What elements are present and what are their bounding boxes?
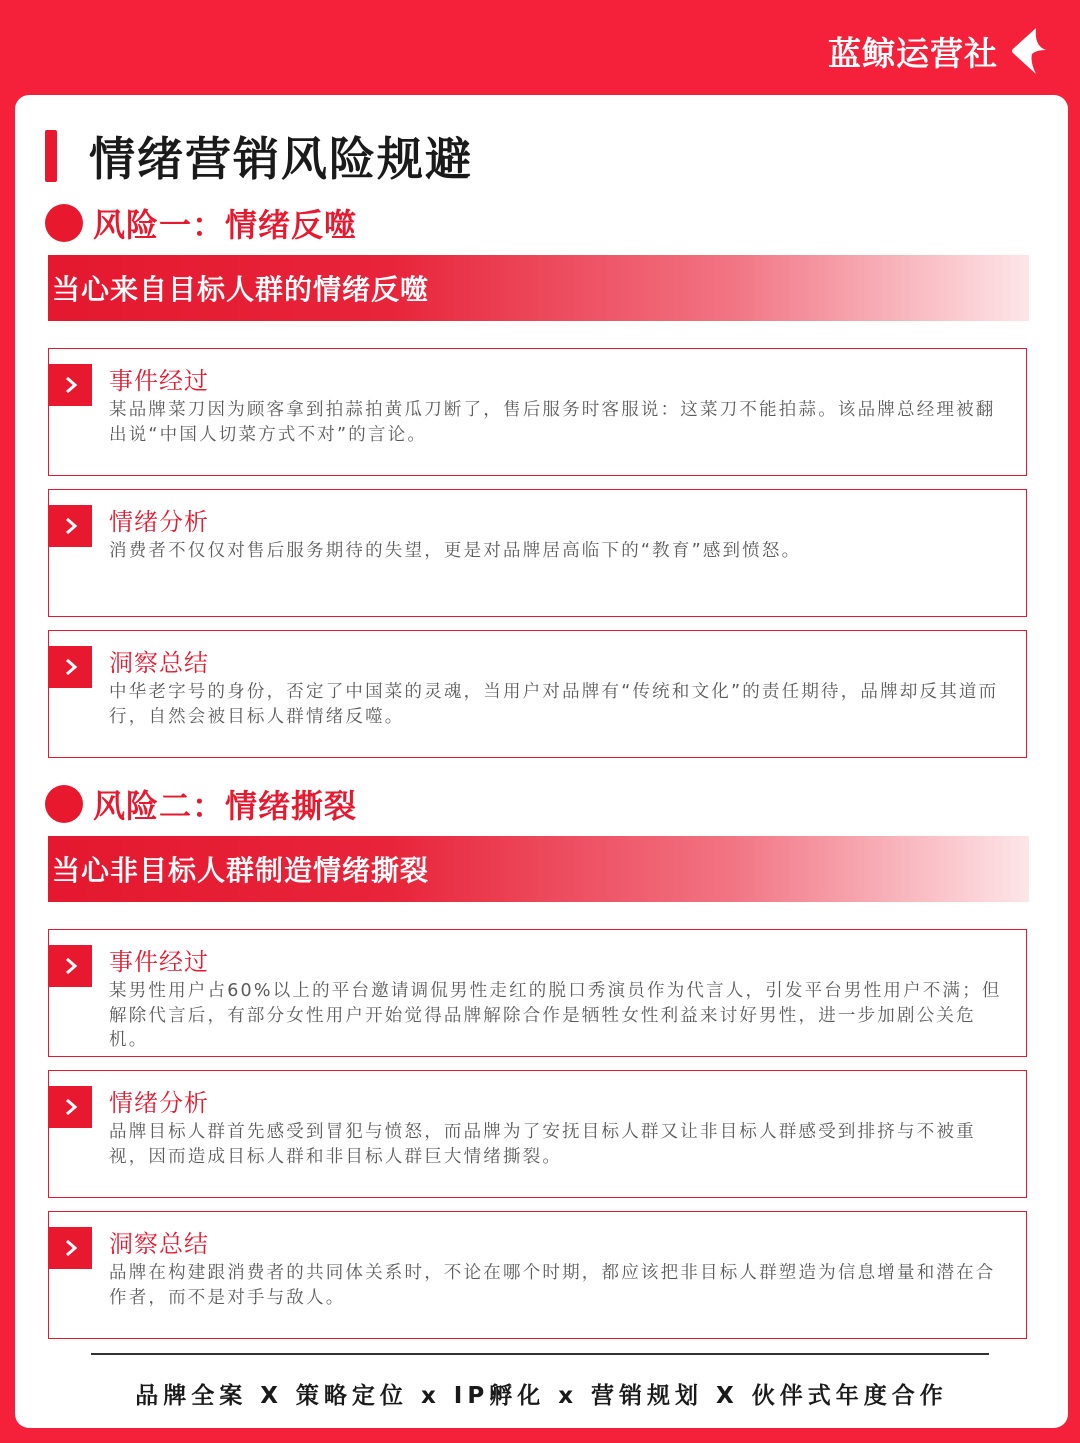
box-body: 品牌目标人群首先感受到冒犯与愤怒，而品牌为了安抚目标人群又让非目标人群感受到排挤与不被重视，因而造成目标人群和非目标人群巨大情绪撕裂。	[109, 1122, 976, 1167]
risk-heading-2	[45, 781, 357, 827]
risk-banner-1	[48, 255, 1029, 321]
info-box	[48, 1211, 1027, 1339]
box-body: 中华老字号的身份，否定了中国菜的灵魂，当用户对品牌有“传统和文化”的责任期待，品牌却反其道而行，自然会被目标人群情绪反噬。	[109, 682, 999, 727]
box-body: 消费者不仅仅对售后服务期待的失望，更是对品牌居高临下的“教育”感到愤怒。	[109, 541, 802, 561]
chevron-right-icon	[49, 1227, 92, 1269]
page-title: 情绪营销风险规避	[89, 132, 473, 186]
risk-banner-2	[48, 836, 1029, 902]
footer-divider	[91, 1353, 989, 1355]
box-title: 事件经过	[109, 367, 209, 395]
box-title: 情绪分析	[109, 508, 209, 536]
chevron-right-icon	[49, 1086, 92, 1128]
chevron-right-icon	[49, 364, 92, 406]
brand-name: 蓝鲸运营社	[828, 33, 998, 73]
box-title: 洞察总结	[109, 1230, 209, 1258]
box-title: 事件经过	[109, 948, 209, 976]
title-accent-bar	[45, 130, 57, 182]
info-box	[48, 929, 1027, 1057]
box-body: 品牌在构建跟消费者的共同体关系时，不论在哪个时期，都应该把非目标人群塑造为信息增量和潜在合作者，而不是对手与敌人。	[109, 1263, 996, 1308]
content-card	[15, 95, 1068, 1428]
info-box	[48, 348, 1027, 476]
chevron-right-icon	[49, 505, 92, 547]
brand-header	[828, 26, 1050, 76]
box-body: 某男性用户占60%以上的平台邀请调侃男性走红的脱口秀演员作为代言人，引发平台男性用户不满；但解除代言后，有部分女性用户开始觉得品牌解除合作是牺牲女性利益来讨好男性，进一步加剧公关危机。	[109, 981, 1002, 1050]
footer-services: 品牌全案 X 策略定位 x IP孵化 x 营销规划 X 伙伴式年度合作	[135, 1383, 948, 1409]
box-title: 洞察总结	[109, 649, 209, 677]
whale-tail-logo-icon	[1006, 26, 1050, 76]
risk-heading-text: 风险一：情绪反噬	[93, 206, 358, 244]
box-body: 某品牌菜刀因为顾客拿到拍蒜拍黄瓜刀断了，售后服务时客服说：这菜刀不能拍蒜。该品牌总经理被翻出说“中国人切菜方式不对”的言论。	[109, 400, 996, 445]
box-title: 情绪分析	[109, 1089, 209, 1117]
banner-text: 当心来自目标人群的情绪反噬	[52, 273, 430, 306]
info-box	[48, 630, 1027, 758]
bullet-dot-icon	[45, 785, 83, 823]
chevron-right-icon	[49, 945, 92, 987]
page-title-row	[45, 123, 473, 189]
risk-heading-text: 风险二：情绪撕裂	[93, 787, 358, 825]
banner-text: 当心非目标人群制造情绪撕裂	[52, 854, 430, 887]
info-box	[48, 1070, 1027, 1198]
risk-heading-1	[45, 200, 357, 246]
info-box	[48, 489, 1027, 617]
bullet-dot-icon	[45, 204, 83, 242]
chevron-right-icon	[49, 646, 92, 688]
